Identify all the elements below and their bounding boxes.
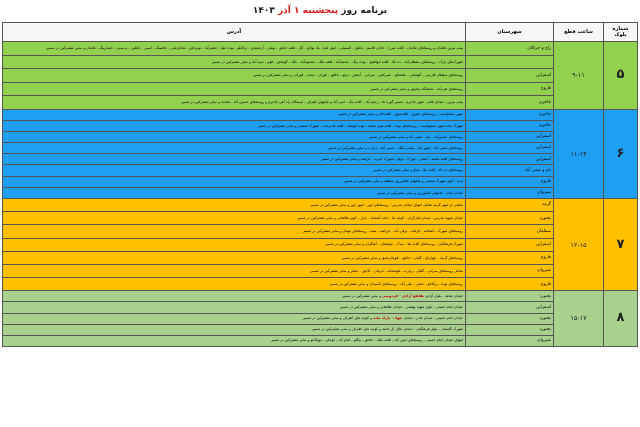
city-cell (466, 55, 554, 69)
address-text: شهر سنخواست - روستاهای چقری - قلعه‌جوق - قلعه‌خان و سایر مشترکین در مسیر (338, 112, 463, 117)
group-number: ۶ (604, 109, 638, 199)
header-address: آدرس (3, 23, 466, 42)
table-row (3, 154, 638, 165)
table-row (3, 120, 638, 131)
city-cell: سملقان (466, 225, 554, 238)
address-text: روستاهای تقی‌آباد - دانشگاه پیام‌نور و سایر مشترکین در مسیر (370, 86, 463, 91)
city-cell: بجنورد (466, 291, 554, 302)
address-text: روستاهای سلطان فارسی - گوشکی - ملاصالح - شیرکش - سرخی - آبخش - دولو - باغلق - کوران - بندان - قورانی و سایر مشترکین در مسیر (253, 73, 463, 77)
city-cell: فاروج (466, 82, 554, 96)
address-cell (3, 313, 466, 324)
address-cell (3, 120, 466, 131)
group-number: ۷ (604, 199, 638, 291)
title-prefix: برنامه روز (341, 6, 388, 16)
address-text: روستاهای ده بالا - کلاته ملا - هپاچ و سایر مشترکین در مسیر (373, 168, 463, 173)
city-cell: بجنورد (466, 313, 554, 324)
city-cell: بام و صفی آباد (466, 165, 554, 176)
city-cell: گرمه (466, 199, 554, 212)
address-text: بخشی از شهر گرمه شامل انتهای خیابان مدرس - روستاهای ایور - شهر ایور و سایر مشترکین در مسیر (310, 202, 463, 207)
table-row (3, 69, 638, 83)
address-text: شهرک فرهنگیان - روستاهای کلاته ملا - بیدک - جوشقان - آهنگران و سایر مشترکین در مسیر (325, 242, 463, 247)
address-text: شهرک جاده شهر سنخواست - روستاهای نوده - کلاته شیر محمد - نوده کوشک - کلاته تک‌درخت - شهرک صنعتی و سایر مشترکین در مسیر (257, 123, 463, 128)
table-row (3, 225, 638, 238)
outage-time: ۱۱-۱۴ (554, 109, 604, 199)
table-row (3, 176, 638, 187)
address-text: روستاهای کلاته محمد - آبشار - جوزک - دولو - شهرک خیریه - خراشه و سایر مشترکین در مسیر (320, 157, 463, 162)
address-text: روستاهای نوده - پرکانلو - حصار - علی آباد - روستاهای کسیدان و سایر مشترکین در مسیر (329, 281, 463, 286)
address-text: روستاهای شهرک - آشخانه - قزلجه - ترقی آباد - خراشه - پنجه - روستاهای مهنان و سایر مشترکین در مسیر (302, 229, 463, 234)
city-cell: شیروان (466, 187, 554, 198)
city-cell: شیروان (466, 264, 554, 277)
city-cell: جاجرم (466, 109, 554, 120)
address-cell (3, 187, 466, 198)
page-title (0, 0, 640, 22)
address-highlight: تقاطع آزادی - فردوسی (382, 294, 425, 299)
address-text: روستاهای صفی آباد - شهر آباد - پشتی پلنگ - حسن آباد - زیارت و سایر مشترکین در مسیر (328, 145, 463, 150)
address-cell (3, 69, 466, 83)
city-cell: اسفراین (466, 69, 554, 83)
table-row (3, 187, 638, 198)
table-row (3, 335, 638, 346)
table-row (3, 264, 638, 277)
address-cell (3, 264, 466, 277)
address-text: روستاهای گرمه - چهارباغ - گلیان - خانلق - قوچان‌عتیق و سایر مشترکین در مسیر (341, 255, 463, 260)
address-text: خیابان امام خمینی - بلوار شهید بهشتی - خیابان طالقانی و سایر مشترکین در مسیر (340, 305, 463, 310)
address-cell (3, 165, 466, 176)
header-city: شهرستان (466, 23, 554, 42)
address-cell (3, 335, 466, 346)
address-cell (3, 109, 466, 120)
address-text: خیابان امام - چاههای کشاورزی و سایر مشترکین در مسیر (377, 190, 463, 195)
address-cell (3, 278, 466, 291)
table-row (3, 302, 638, 313)
city-cell: بجنورد (466, 212, 554, 225)
table-row (3, 131, 638, 142)
address-text: خیابان شهید مدرس - میدان ایثارگران - کوچه ها - جاده آشخانه - بازار - کوی طالقانی و سایر مشترکین در مسیر (297, 216, 463, 221)
address-tail: و کوچه های اطراف و سایر مشترکین در مسیر (302, 316, 372, 321)
outage-time: ۱۵-۱۷ (554, 291, 604, 346)
table-row (3, 212, 638, 225)
outage-time: ۹-۱۱ (554, 42, 604, 110)
city-cell: جاجرم (466, 96, 554, 110)
address-text: خیابان شاهد - بلوار آزادی (425, 294, 463, 299)
table-row (3, 42, 638, 56)
address-text: روستاهای عباس‌آباد - بام - صفی آباد و سایر مشترکین در مسیر (369, 134, 463, 139)
address-cell (3, 42, 466, 56)
table-row (3, 165, 638, 176)
table-row (3, 143, 638, 154)
city-cell: بجنورد (466, 324, 554, 335)
address-cell (3, 324, 466, 335)
table-row (3, 251, 638, 264)
title-year: ۱۴۰۳ (252, 6, 275, 16)
address-text: پمپ بنزین غلامان و روستاهای غلامان - کلاته میرزا - حاجی قاسم - باغلق - الستبلی - اینق علیا - یک بولاق - گل - قلعه خانلق - توتلی - آرجمندی - ترکانلو - نوده علیا - جعفرآباد - نودوجاق - شادی‌ملی - جالقینگ - اسپی - جلکین - تی‌سنی - حصاربیگ - غلامان و سایر مشترکین در مسیر (46, 46, 463, 50)
table-row (3, 313, 638, 324)
outage-time: ۱۲-۱۵ (554, 199, 604, 291)
address-text: شامل روستاهای سرانی - گلیان - زیارت - قوشخانه - ایزمان - آلاجق - حصار و سایر مشترکین در مسیر (310, 268, 463, 273)
city-cell: اسفراین (466, 302, 554, 313)
table-row (3, 109, 638, 120)
table-row (3, 291, 638, 302)
city-cell: فاروج (466, 251, 554, 264)
city-cell: اسفراین (466, 154, 554, 165)
address-tail: و سایر مشترکین در مسیر (342, 294, 381, 299)
address-highlight: جهاد - پارک ملت (373, 316, 403, 321)
table-row (3, 238, 638, 251)
address-text: شهرک گلستان - بلوار فرهنگیان - خیابان جلال آل احمد و کوچه های اطراف و سایر مشترکین در مسیر (311, 327, 463, 332)
address-text: خیابان امام خمینی - میدان مادر - خیابان (403, 316, 463, 321)
address-cell (3, 251, 466, 264)
table-row (3, 324, 638, 335)
city-cell: زاج و جرکلان (466, 42, 554, 56)
address-text: انتهای خیابان امام خمینی - روستاهای ایمن آباد - قلعه ملک - خانلق - بیگلو - امام آباد - لوجلی - توپکانلو و سایر مشترکین در مسیر (270, 338, 463, 343)
address-cell (3, 96, 466, 110)
header-row (3, 23, 638, 42)
address-cell (3, 176, 466, 187)
header-group: شماره بلوک (604, 23, 638, 42)
city-cell: فاروج (466, 278, 554, 291)
table-body (3, 42, 638, 347)
address-text: ازنم - کوی شهرک صنعتی و چاههای کشاورزی منطقه و سایر مشترکین در مسیر (344, 179, 463, 184)
table-row (3, 82, 638, 96)
address-cell (3, 154, 466, 165)
address-cell (3, 143, 466, 154)
city-cell: فاروج (466, 176, 554, 187)
city-cell: اسفراین (466, 131, 554, 142)
address-cell (3, 199, 466, 212)
group-number: ۵ (604, 42, 638, 110)
city-cell: شیروان (466, 335, 554, 346)
address-cell (3, 238, 466, 251)
table-row (3, 96, 638, 110)
city-cell: اسفراین (466, 143, 554, 154)
address-text: پمپ بنزین - خیابان قائم - شهر جاجرم - مسیر گوره ها - رحیم آباد - کلاته نیک - امیر آباد و چاههای اطراف - ایستگاه راه آهن جاجرم و روستاهای حسین آباد - شانده و سایر مشترکین در مسیر (181, 100, 463, 104)
address-cell (3, 55, 466, 69)
city-cell: جاجرم (466, 120, 554, 131)
header-time: ساعت قطع (554, 23, 604, 42)
address-cell (3, 291, 466, 302)
address-cell (3, 131, 466, 142)
table-row (3, 55, 638, 69)
title-date: پنجشنبه ۱ آذر (277, 6, 339, 16)
address-cell (3, 82, 466, 96)
address-text: شهرک‌های پارک - روستاهای سلطان‌آباد - ده بالا - کلاته ابوالفتح - نوده زنگ - محمدآباد - قلعه ملک - محمودآباد - تلک - گوماش - قوم - سید آباد و سایر مشترکین در مسیر (212, 59, 463, 64)
city-cell: اسفراین (466, 238, 554, 251)
table-row (3, 278, 638, 291)
group-number: ۸ (604, 291, 638, 346)
address-cell (3, 212, 466, 225)
table-row (3, 199, 638, 212)
address-cell (3, 225, 466, 238)
address-cell (3, 302, 466, 313)
outage-table (2, 22, 638, 347)
